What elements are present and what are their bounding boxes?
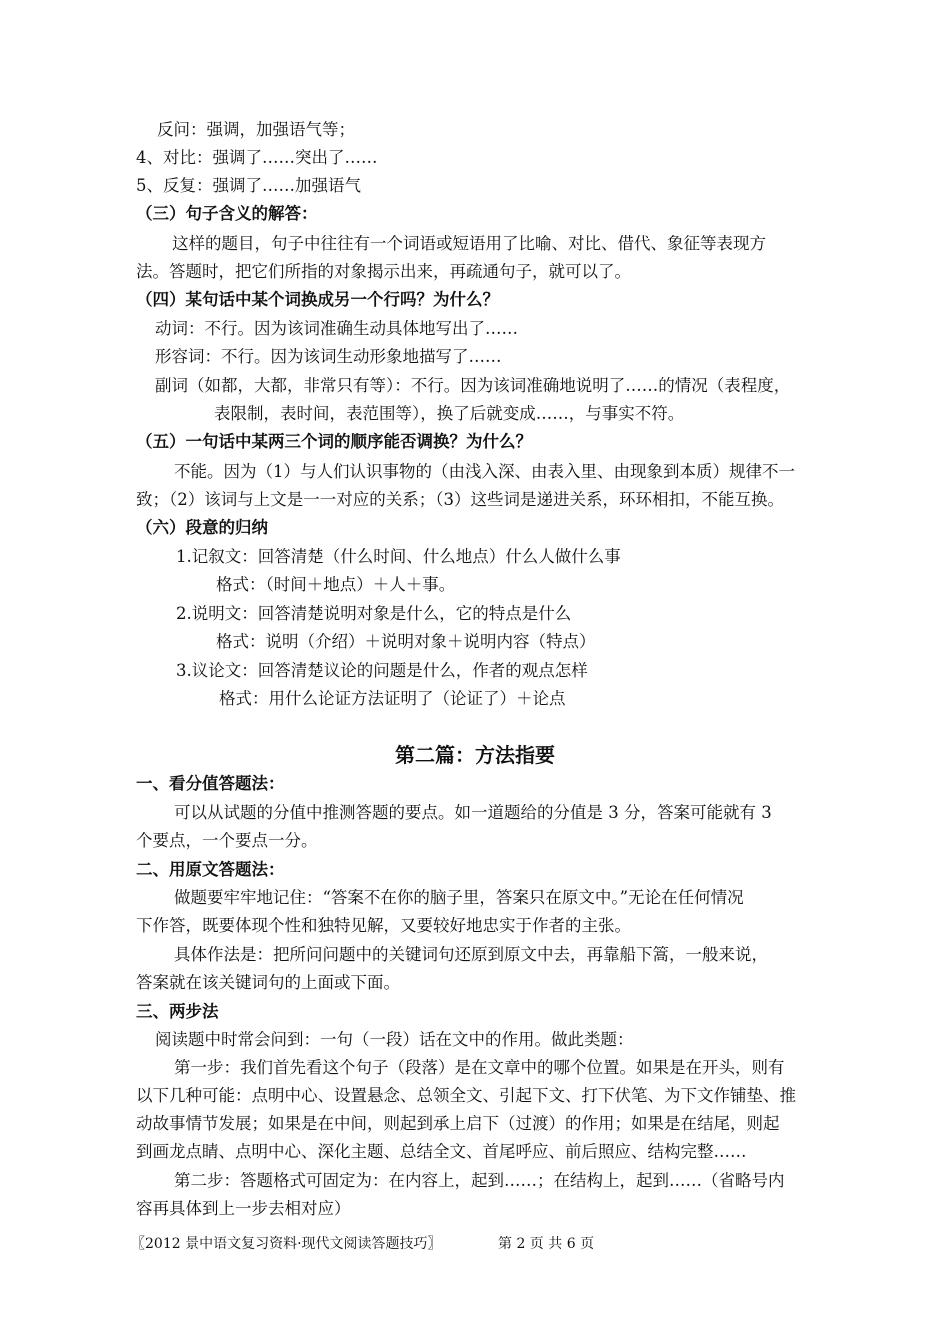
paragraph-line: 不能。因为（1）与人们认识事物的（由浅入深、由表入里、由现象到本质）规律不一 bbox=[174, 462, 795, 481]
heading-paragraph-summary: （六）段意的归纳 bbox=[136, 518, 268, 537]
paragraph-line: 到画龙点睛、点明中心、深化主题、总结全文、首尾呼应、前后照应、结构完整…… bbox=[136, 1142, 747, 1161]
rhetorical-question-line: 反问：强调，加强语气等； bbox=[157, 120, 355, 139]
footer-source: 〖2012 景中语文复习资料·现代文阅读答题技巧〗 bbox=[131, 1236, 442, 1252]
paragraph-line: 法。答题时，把它们所指的对象揭示出来，再疏通句子，就可以了。 bbox=[136, 262, 631, 281]
paragraph-line: 这样的题目，句子中往往有一个词语或短语用了比喻、对比、借代、象征等表现方 bbox=[172, 234, 766, 253]
heading-score-method: 一、看分值答题法： bbox=[136, 774, 285, 793]
heading-sentence-meaning: （三）句子含义的解答： bbox=[136, 204, 318, 223]
paragraph-line: 具体作法是：把所问问题中的关键词句还原到原文中去，再靠船下篙，一般来说， bbox=[174, 945, 768, 964]
adverb-line: 副词（如都，大都，非常只有等）：不行。因为该词准确地说明了……的情况（表程度， bbox=[155, 376, 791, 395]
heading-word-order: （五）一句话中某两三个词的顺序能否调换？为什么？ bbox=[136, 432, 532, 451]
paragraph-line: 答案就在该关键词句的上面或下面。 bbox=[136, 973, 400, 992]
adjective-line: 形容词：不行。因为该词生动形象地描写了…… bbox=[155, 347, 502, 366]
verb-line: 动词：不行。因为该词准确生动具体地写出了…… bbox=[155, 319, 518, 338]
footer-page-number: 第 2 页 共 6 页 bbox=[498, 1236, 595, 1252]
expository-format: 格式：说明（介绍）＋说明对象＋说明内容（特点） bbox=[216, 632, 596, 651]
expository-line: 2.说明文：回答清楚说明对象是什么，它的特点是什么 bbox=[176, 604, 572, 623]
paragraph-line: 动故事情节发展；如果是在中间，则起到承上启下（过渡）的作用；如果是在结尾，则起 bbox=[136, 1114, 780, 1133]
heading-original-text-method: 二、用原文答题法： bbox=[136, 860, 285, 879]
heading-two-step-method: 三、两步法 bbox=[136, 1002, 219, 1021]
contrast-line: 4、对比：强调了……突出了…… bbox=[136, 148, 378, 167]
paragraph-line: 阅读题中时常会问到：一句（一段）话在文中的作用。做此类题： bbox=[155, 1030, 634, 1049]
repetition-line: 5、反复：强调了……加强语气 bbox=[136, 176, 361, 195]
argumentative-line: 3.议论文：回答清楚议论的问题是什么，作者的观点怎样 bbox=[176, 661, 588, 680]
paragraph-line: 个要点，一个要点一分。 bbox=[136, 831, 318, 850]
heading-word-replace: （四）某句话中某个词换成另一个行吗？为什么？ bbox=[136, 290, 499, 309]
narrative-format: 格式：（时间＋地点）＋人＋事。 bbox=[216, 575, 456, 594]
paragraph-line: 致；（2）该词与上文是一一对应的关系；（3）这些词是递进关系，环环相扣，不能互换。 bbox=[136, 490, 784, 509]
paragraph-line: 以下几种可能：点明中心、设置悬念、总领全文、引起下文、打下伏笔、为下文作铺垫、推 bbox=[136, 1086, 796, 1105]
paragraph-line: 容再具体到上一步去相对应） bbox=[136, 1199, 351, 1218]
paragraph-line: 做题要牢牢地记住：“答案不在你的脑子里，答案只在原文中。”无论在任何情况 bbox=[174, 888, 744, 907]
narrative-line: 1.记叙文：回答清楚（什么时间、什么地点）什么人做什么事 bbox=[176, 547, 621, 566]
adverb-continuation: 表限制，表时间，表范围等），换了后就变成……，与事实不符。 bbox=[214, 404, 685, 423]
section-title: 第二篇：方法指要 bbox=[395, 743, 555, 767]
paragraph-line: 可以从试题的分值中推测答题的要点。如一道题给的分值是 3 分，答案可能就有 3 bbox=[174, 803, 772, 822]
paragraph-line: 第一步：我们首先看这个句子（段落）是在文章中的哪个位置。如果是在开头，则有 bbox=[174, 1058, 785, 1077]
argumentative-format: 格式：用什么论证方法证明了（论证了）＋论点 bbox=[219, 689, 566, 708]
paragraph-line: 第二步：答题格式可固定为：在内容上，起到……；在结构上，起到……（省略号内 bbox=[174, 1171, 785, 1190]
paragraph-line: 下作答，既要体现个性和独特见解，又要较好地忠实于作者的主张。 bbox=[136, 916, 631, 935]
